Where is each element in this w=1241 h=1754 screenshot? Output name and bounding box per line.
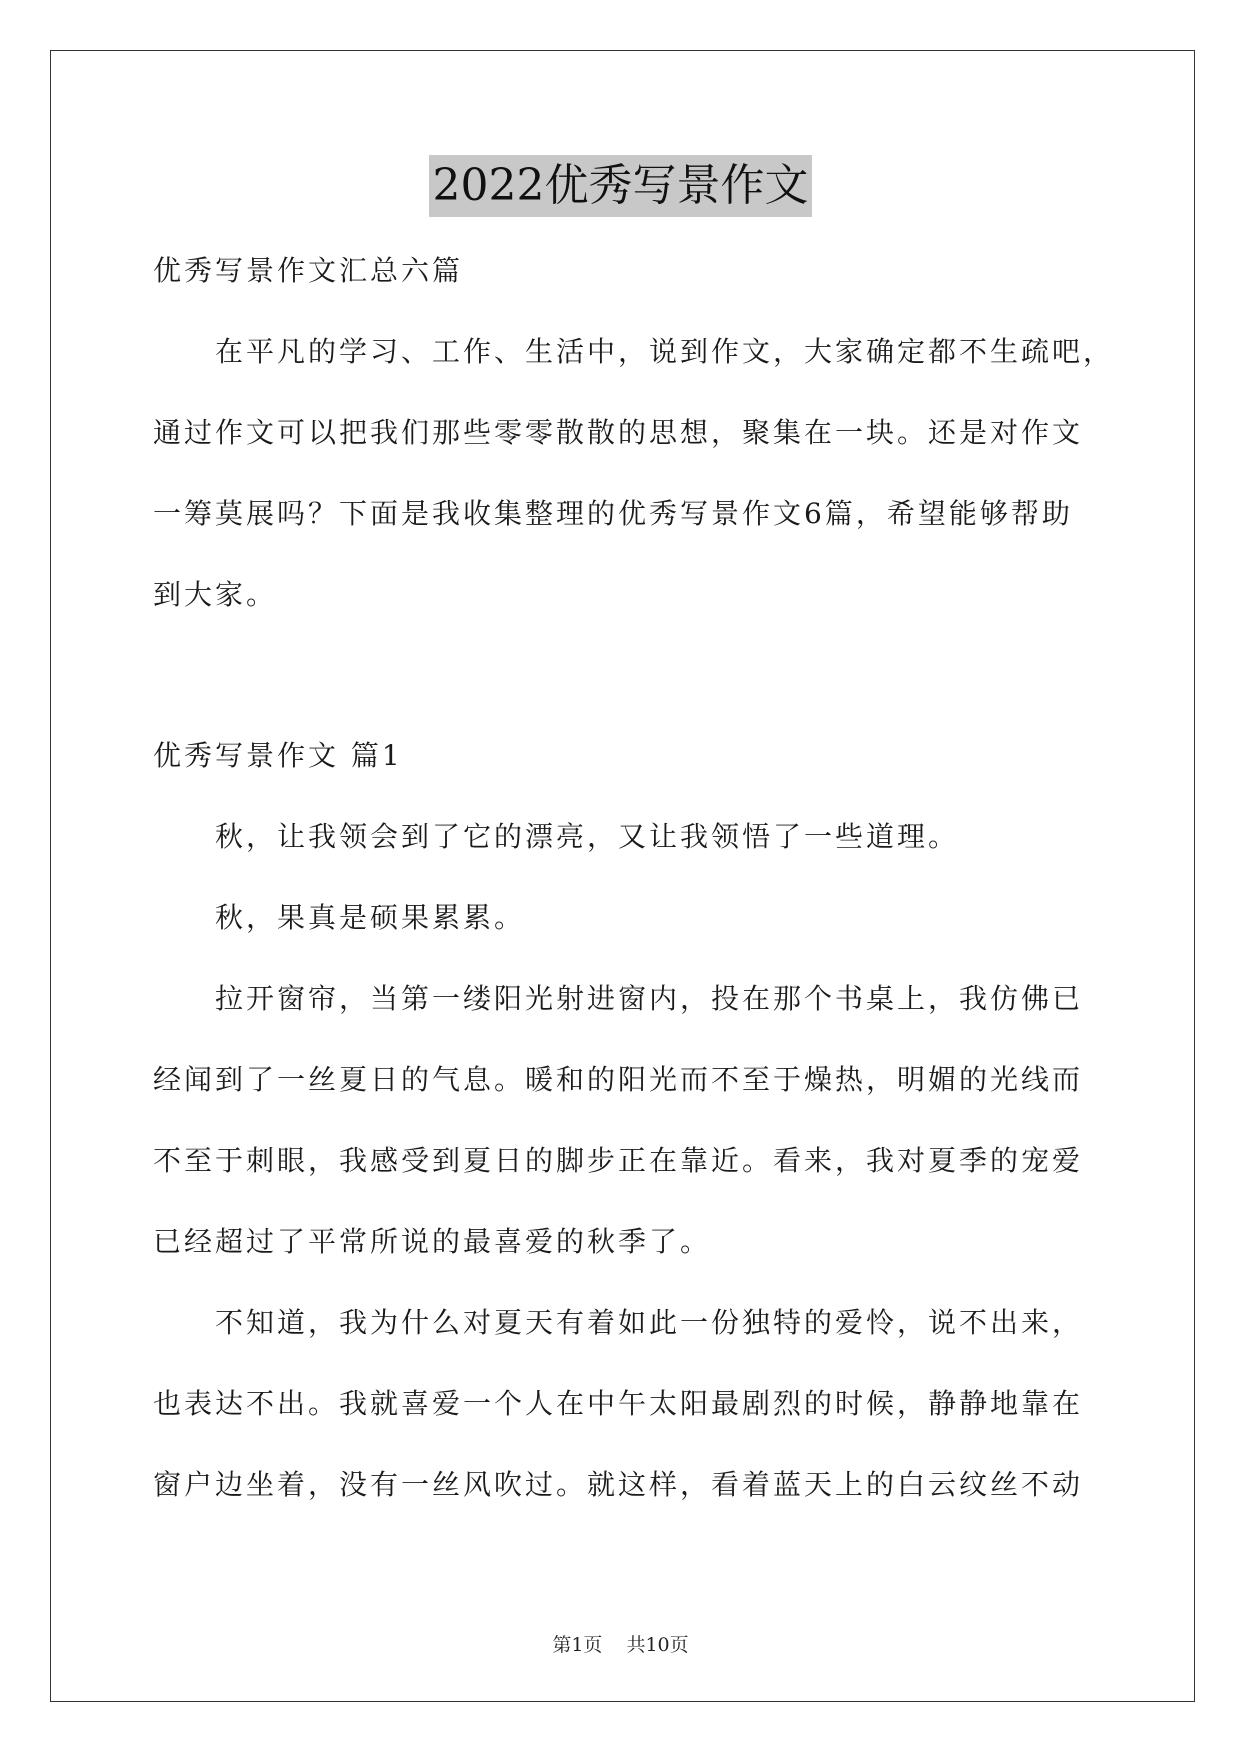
body-line: 已经超过了平常所说的最喜爱的秋季了。: [153, 1225, 712, 1258]
title-container: [0, 155, 1241, 217]
intro-line: 一筹莫展吗？下面是我收集整理的优秀写景作文6篇，希望能够帮助: [153, 497, 1073, 530]
page-footer: [0, 1630, 1241, 1657]
body-line: 不知道，我为什么对夏天有着如此一份独特的爱怜，说不出来，: [215, 1306, 1084, 1339]
body-line: 经闻到了一丝夏日的气息。暖和的阳光而不至于燥热，明媚的光线而: [153, 1063, 1084, 1096]
body-line: 窗户边坐着，没有一丝风吹过。就这样，看着蓝天上的白云纹丝不动: [153, 1468, 1084, 1501]
body-line: 秋，果真是硕果累累。: [215, 901, 526, 934]
body-line: 秋，让我领会到了它的漂亮，又让我领悟了一些道理。: [215, 820, 960, 853]
body-line: 也表达不出。我就喜爱一个人在中午太阳最剧烈的时候，静静地靠在: [153, 1387, 1084, 1420]
page-number-current: 第1页: [552, 1634, 603, 1656]
document-body: [153, 230, 1115, 1525]
body-line: 不至于刺眼，我感受到夏日的脚步正在靠近。看来，我对夏季的宠爱: [153, 1144, 1084, 1177]
document-subtitle: 优秀写景作文汇总六篇: [153, 254, 464, 287]
intro-line: 在平凡的学习、工作、生活中，说到作文，大家确定都不生疏吧，: [215, 335, 1115, 368]
section-spacer: [153, 635, 1093, 715]
intro-line: 到大家。: [153, 578, 278, 611]
section-heading: 优秀写景作文 篇1: [153, 739, 403, 772]
page-number-total: 共10页: [626, 1634, 689, 1656]
body-line: 拉开窗帘，当第一缕阳光射进窗内，投在那个书桌上，我仿佛已: [215, 982, 1084, 1015]
intro-line: 通过作文可以把我们那些零零散散的思想，聚集在一块。还是对作文: [153, 416, 1084, 449]
document-title: 2022优秀写景作文: [429, 155, 813, 217]
